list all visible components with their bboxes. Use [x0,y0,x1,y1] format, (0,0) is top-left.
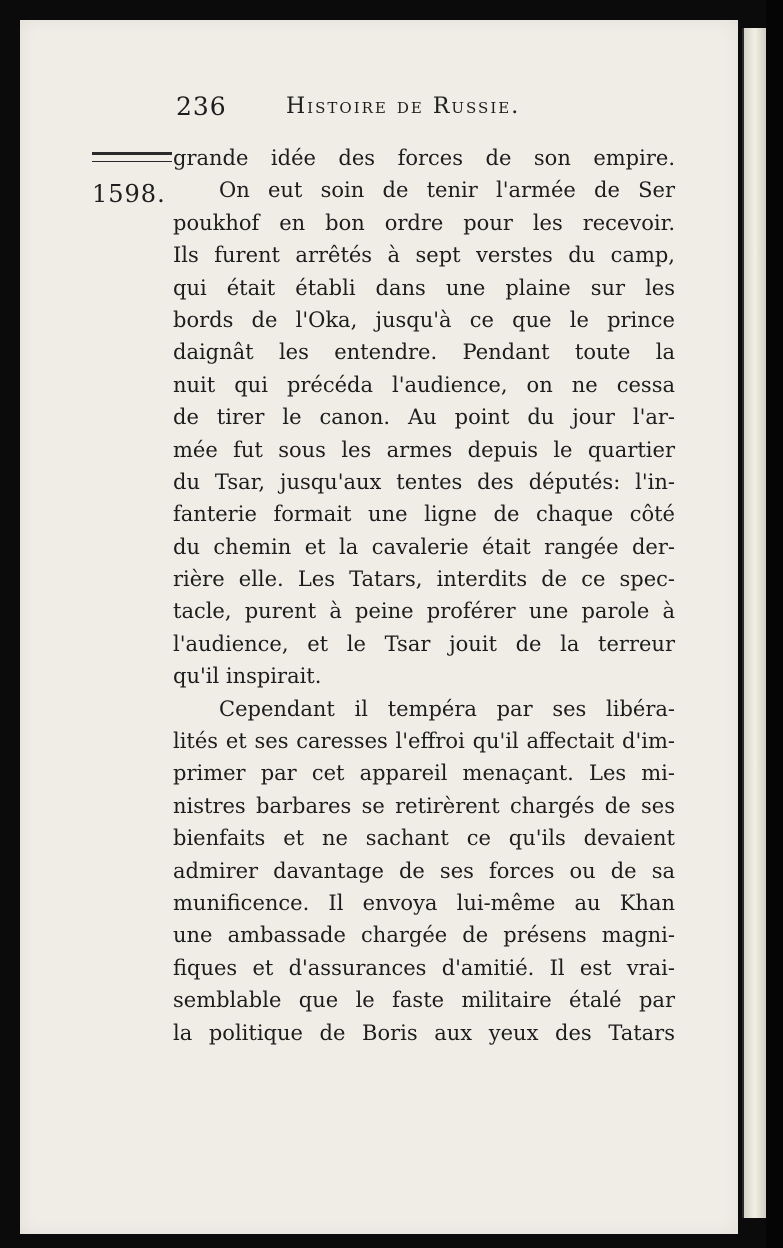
text-line: primer par cet appareil menaçant. Les mi- [173,761,675,786]
text-line: bords de l'Oka, jusqu'à ce que le prince [173,307,675,332]
text-line: fiques et d'assurances d'amitié. Il est vrai- [173,955,675,980]
text-line: qui était établi dans une plaine sur les [173,275,675,300]
text-line: la politique de Boris aux yeux des Tatars [173,1020,675,1045]
text-line: nuit qui précéda l'audience, on ne cessa [173,372,675,397]
text-line: semblable que le faste militaire étalé par [173,988,675,1013]
text-line: qu'il inspirait. [173,664,322,689]
text-line: tacle, purent à peine proférer une parole à [173,599,675,624]
text-line: Ils furent arrêtés à sept verstes du camp, [173,243,675,268]
text-line: du chemin et la cavalerie était rangée der- [173,534,675,559]
scan-border [766,0,783,1248]
page-number: 236 [176,92,227,121]
text-line: admirer davantage de ses forces ou de sa [173,858,675,883]
text-line: lités et ses caresses l'effroi qu'il affectait d'im- [173,729,675,754]
running-title: Histoire de Russie. [286,94,521,119]
text-line: Cependant il tempéra par ses libéra- [219,696,675,721]
text-line: munificence. Il envoya lui-même au Khan [173,890,675,915]
text-line: bienfaits et ne sachant ce qu'ils devaient [173,826,675,851]
text-line: grande idée des forces de son empire. [173,146,675,170]
text-line: daignât les entendre. Pendant toute la [173,340,675,365]
text-line: mée fut sous les armes depuis le quartier [173,437,675,462]
margin-rule [92,152,172,162]
page-header [176,92,676,128]
body-text [173,142,675,1049]
text-line: du Tsar, jusqu'aux tentes des députés: l'in- [173,469,675,494]
text-line: de tirer le canon. Au point du jour l'ar- [173,405,675,430]
text-line: fanterie formait une ligne de chaque côté [173,502,675,527]
text-line: nistres barbares se retirèrent chargés de ses [173,793,675,818]
text-line: l'audience, et le Tsar jouit de la terreur [173,631,675,656]
text-line: rière elle. Les Tatars, interdits de ce spec- [173,567,675,592]
page-edge [742,28,768,1218]
text-line: On eut soin de tenir l'armée de Ser [219,178,675,203]
margin-year: 1598. [92,180,166,208]
text-line: poukhof en bon ordre pour les recevoir. [173,210,675,235]
text-line: une ambassade chargée de présens magni- [173,923,675,948]
